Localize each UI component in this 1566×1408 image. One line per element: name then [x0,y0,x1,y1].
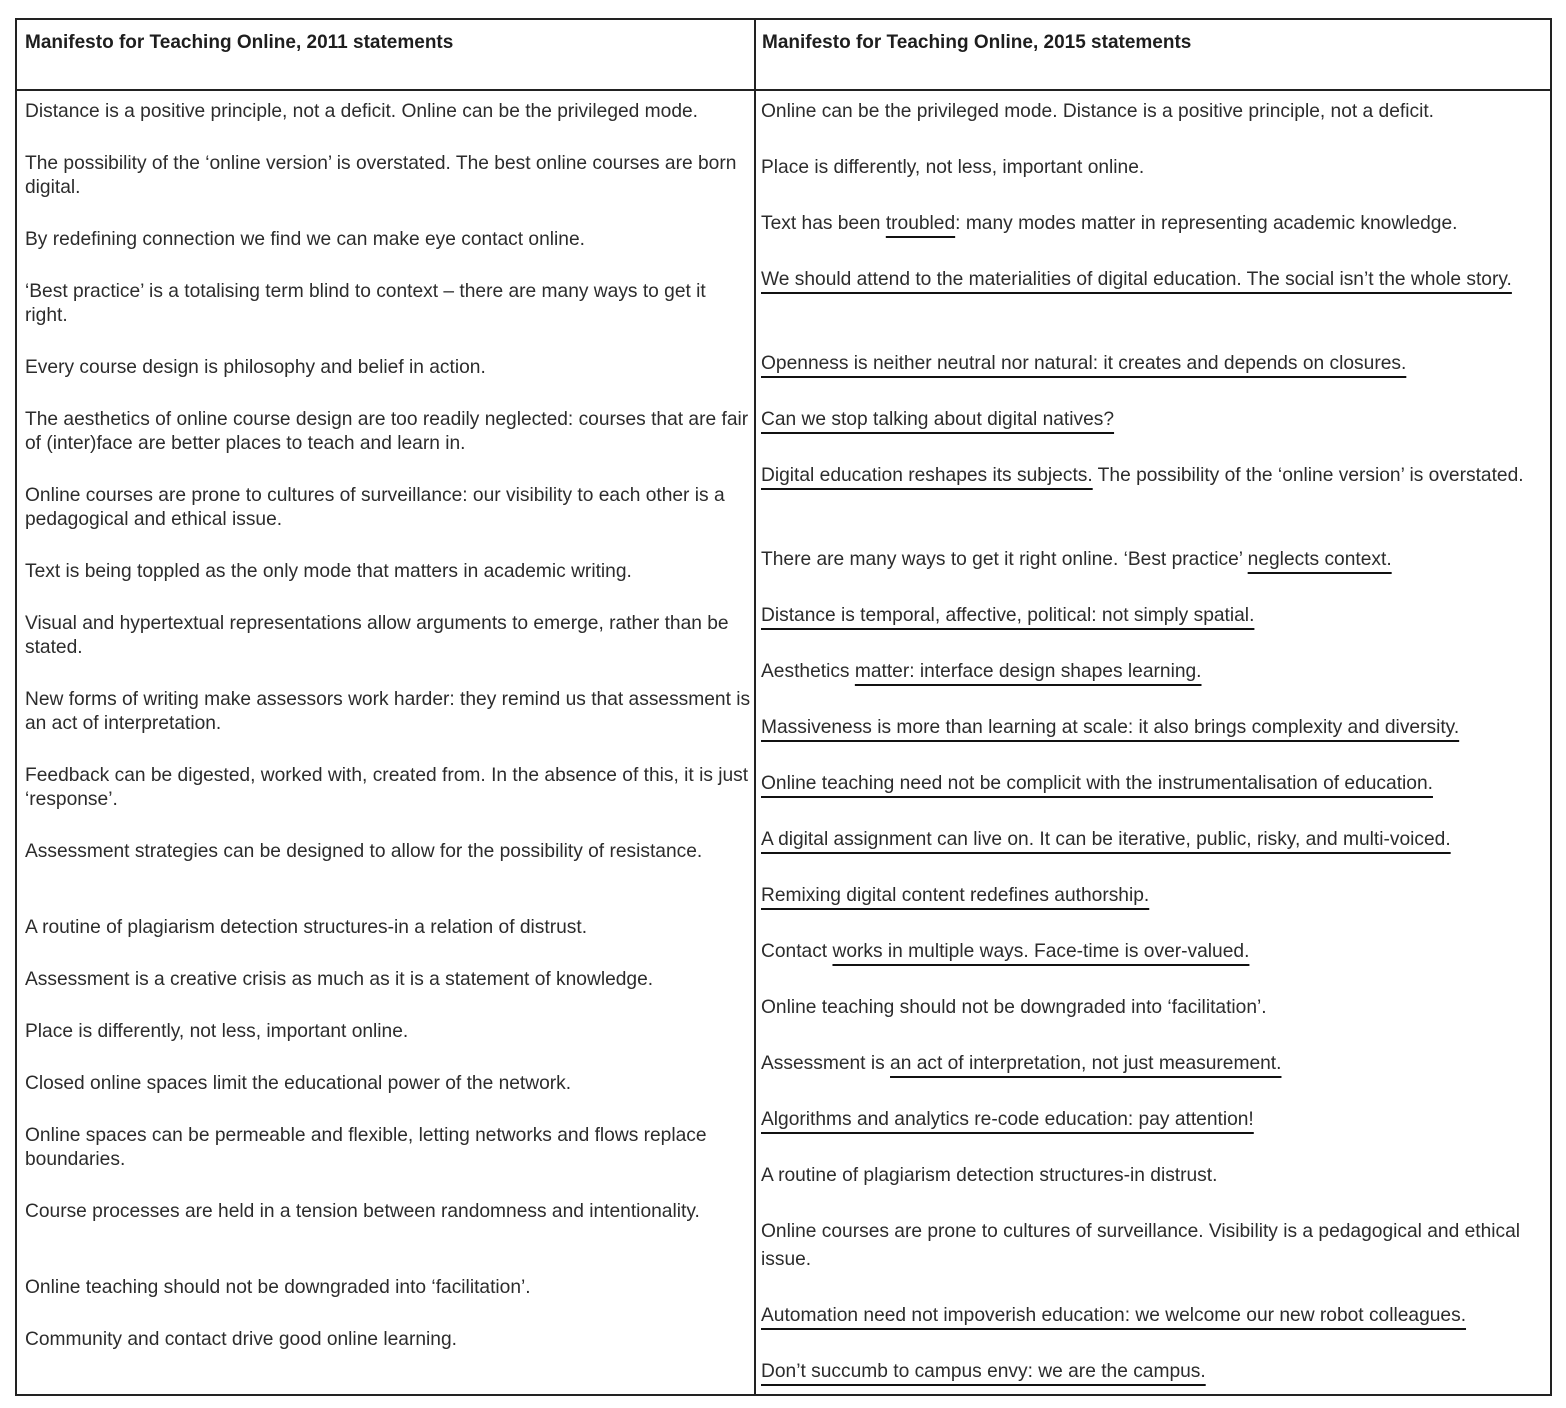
underlined-new-text: works in multiple ways. Face-time is over-valued. [832,941,1250,962]
underlined-new-text: matter: interface design shapes learning. [854,661,1202,682]
statement-2011: Online courses are prone to cultures of surveillance: our visibility to each other is a pedagogical and ethical issue. [25,485,725,530]
underlined-new-text: an act of interpretation, not just measurement. [890,1053,1282,1074]
statement-2015 [761,770,1531,798]
underlined-new-text: neglects context. [1247,549,1392,570]
statement-2015 [761,602,1531,630]
statement-2015 [761,938,1531,966]
underlined-new-text: Automation need not impoverish education: we welcome our new robot colleagues. [761,1305,1467,1326]
statement-text: Assessment is [761,1053,891,1074]
statement-2015 [761,350,1531,378]
statement-2011: Closed online spaces limit the educational power of the network. [25,1073,572,1094]
manifesto-comparison-table [15,18,1552,1396]
underlined-new-text: Algorithms and analytics re-code education: pay attention! [761,1109,1254,1130]
underlined-new-text: We should attend to the materialities of digital education. The social isn’t the whole story. [761,269,1512,290]
statement-2011: By redefining connection we find we can make eye contact online. [25,229,585,250]
statement-2011: The aesthetics of online course design are too readily neglected: courses that are fair of (inter)face are better places to teach and learn in. [25,409,749,454]
statement-2015 [761,406,1531,434]
underlined-new-text: Online teaching need not be complicit with the instrumentalisation of education. [761,773,1433,794]
statement-2015 [761,994,1531,1022]
underlined-new-text: Massiveness is more than learning at scale: it also brings complexity and diversity. [761,717,1460,738]
statement-text: The possibility of the ‘online version’ is overstated. [1092,465,1524,486]
statement-2015 [761,210,1531,238]
statement-2011: Assessment strategies can be designed to allow for the possibility of resistance. [25,841,703,862]
statement-2011: ‘Best practice’ is a totalising term blind to context – there are many ways to get it right. [25,281,706,326]
statement-2015 [761,546,1531,574]
underlined-new-text: A digital assignment can live on. It can be iterative, public, risky, and multi-voiced. [761,829,1451,850]
underlined-new-text: Digital education reshapes its subjects. [761,465,1093,486]
statement-text: Text has been [761,213,886,234]
underlined-new-text: Don’t succumb to campus envy: we are the campus. [761,1361,1206,1382]
statement-text: Online can be the privileged mode. Distance is a positive principle, not a deficit. [761,101,1434,122]
underlined-new-text: Distance is temporal, affective, political: not simply spatial. [761,605,1255,626]
underlined-new-text: Openness is neither neutral nor natural: it creates and depends on closures. [761,353,1407,374]
statement-2011: Every course design is philosophy and belief in action. [25,357,486,378]
statement-2015 [761,1358,1531,1386]
header-divider [17,89,1550,91]
statement-2011: Online teaching should not be downgraded into ‘facilitation’. [25,1277,531,1298]
statement-2011: Text is being toppled as the only mode that matters in academic writing. [25,561,632,582]
statement-2011: Distance is a positive principle, not a deficit. Online can be the privileged mode. [25,101,698,122]
statement-text: There are many ways to get it right online. ‘Best practice’ [761,549,1248,570]
statement-2015 [761,882,1531,910]
statement-2011: Course processes are held in a tension between randomness and intentionality. [25,1201,700,1222]
statement-text: Place is differently, not less, important online. [761,157,1145,178]
statement-2015 [761,266,1531,294]
statement-2015 [761,1106,1531,1134]
underlined-new-text: Remixing digital content redefines authorship. [761,885,1150,906]
column-divider [754,20,756,1394]
statement-2011: A routine of plagiarism detection structures-in a relation of distrust. [25,917,588,938]
statement-2015 [761,826,1531,854]
statement-2015 [761,658,1531,686]
underlined-new-text: Can we stop talking about digital natives? [761,409,1115,430]
statement-text: Online teaching should not be downgraded into ‘facilitation’. [761,997,1267,1018]
statement-2015 [761,714,1531,742]
statement-2011: Visual and hypertextual representations allow arguments to emerge, rather than be stated. [25,613,729,658]
statement-2011: Place is differently, not less, important online. [25,1021,409,1042]
statement-2015 [761,1050,1531,1078]
statement-2015 [761,1302,1531,1330]
statement-2011: Feedback can be digested, worked with, created from. In the absence of this, it is just ‘response’. [25,765,749,810]
header-2015: Manifesto for Teaching Online, 2015 statements [762,32,1192,53]
statement-2015 [761,154,1531,182]
underlined-new-text: troubled [885,213,956,234]
header-2011: Manifesto for Teaching Online, 2011 statements [25,32,454,53]
statement-text: A routine of plagiarism detection structures-in distrust. [761,1165,1218,1186]
statement-2011: New forms of writing make assessors work harder: they remind us that assessment is an act of interpretation. [25,689,751,734]
statement-2015 [761,98,1531,126]
statement-2015 [761,1162,1531,1190]
statement-text: Online courses are prone to cultures of surveillance. Visibility is a pedagogical and ethical issue. [761,1221,1521,1270]
statement-2015 [761,462,1531,490]
statement-2015 [761,1218,1531,1274]
statement-text: Aesthetics [761,661,855,682]
statement-2011: The possibility of the ‘online version’ is overstated. The best online courses are born digital. [25,153,737,198]
statement-text: Contact [761,941,833,962]
statement-2011: Community and contact drive good online learning. [25,1329,457,1350]
statement-2011: Assessment is a creative crisis as much as it is a statement of knowledge. [25,969,654,990]
statement-text: : many modes matter in representing academic knowledge. [955,213,1458,234]
statement-2011: Online spaces can be permeable and flexible, letting networks and flows replace boundaries. [25,1125,707,1170]
